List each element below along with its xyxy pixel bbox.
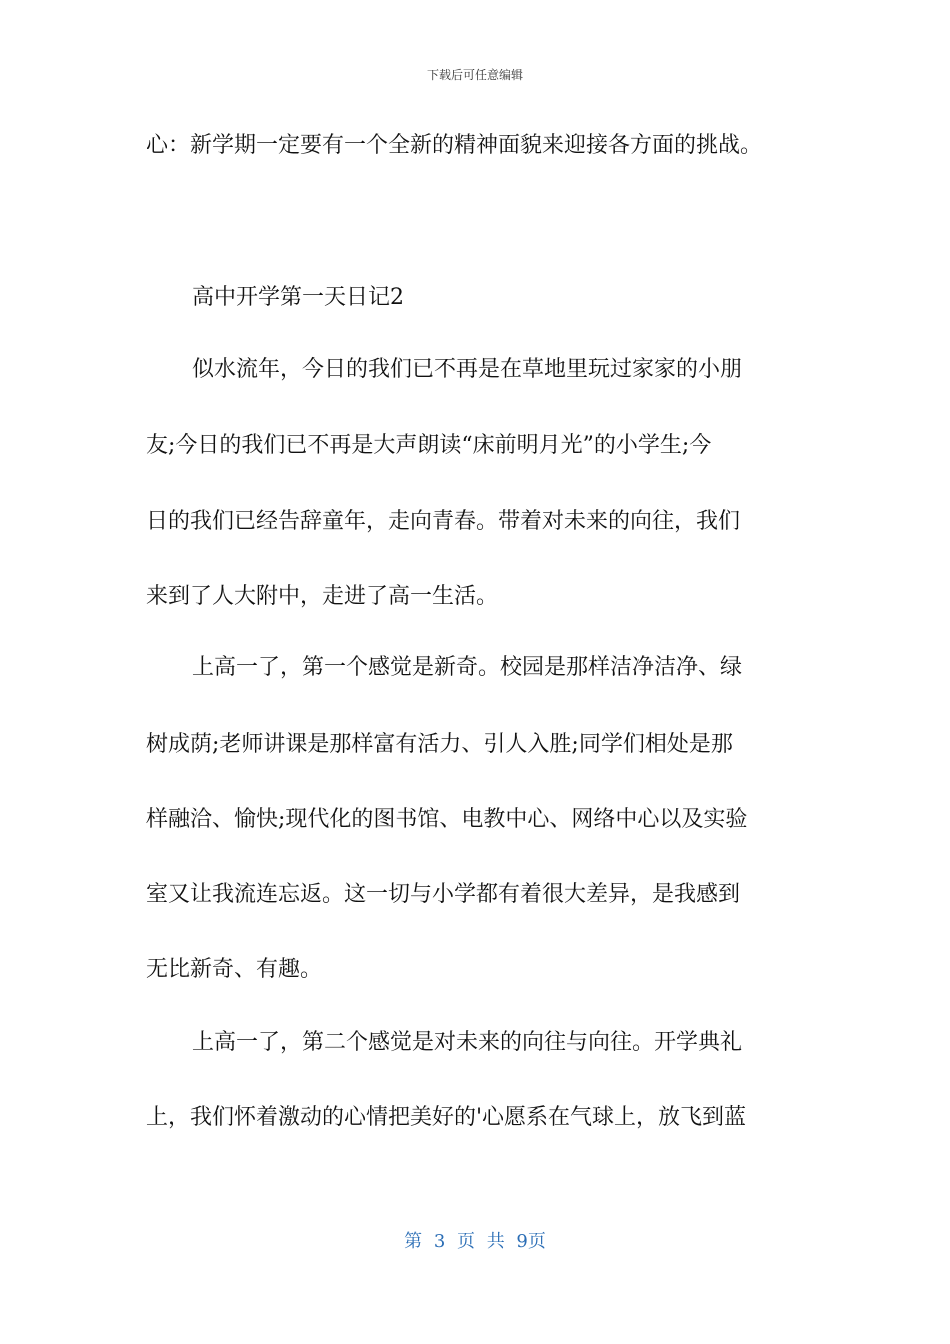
text-line: 上高一了，第二个感觉是对未来的向往与向往。开学典礼 (192, 1030, 743, 1055)
page-number: 第 3 页 共 9页 (404, 1231, 546, 1252)
text-line: 日的我们已经告辞童年，走向青春。带着对未来的向往，我们 (146, 509, 741, 534)
text-line: 友;今日的我们已不再是大声朗读“床前明月光”的小学生;今 (146, 433, 712, 458)
text-line: 上高一了，第一个感觉是新奇。校园是那样洁净洁净、绿 (192, 655, 743, 680)
text-line: 样融洽、愉快;现代化的图书馆、电教中心、网络中心以及实验 (146, 807, 748, 832)
text-line: 来到了人大附中，走进了高一生活。 (146, 584, 499, 609)
text-line: 无比新奇、有趣。 (146, 957, 323, 982)
text-line: 树成荫;老师讲课是那样富有活力、引人入胜;同学们相处是那 (146, 732, 733, 757)
page-header-note: 下载后可任意编辑 (426, 68, 523, 82)
text-line: 心：新学期一定要有一个全新的精神面貌来迎接各方面的挑战。 (146, 133, 763, 158)
text-line: 似水流年，今日的我们已不再是在草地里玩过家家的小朋 (192, 357, 743, 382)
text-line: 上，我们怀着激动的心情把美好的'心愿系在气球上，放飞到蓝 (146, 1105, 747, 1130)
text-line: 室又让我流连忘返。这一切与小学都有着很大差异，是我感到 (146, 882, 741, 907)
section-title: 高中开学第一天日记2 (192, 285, 404, 310)
